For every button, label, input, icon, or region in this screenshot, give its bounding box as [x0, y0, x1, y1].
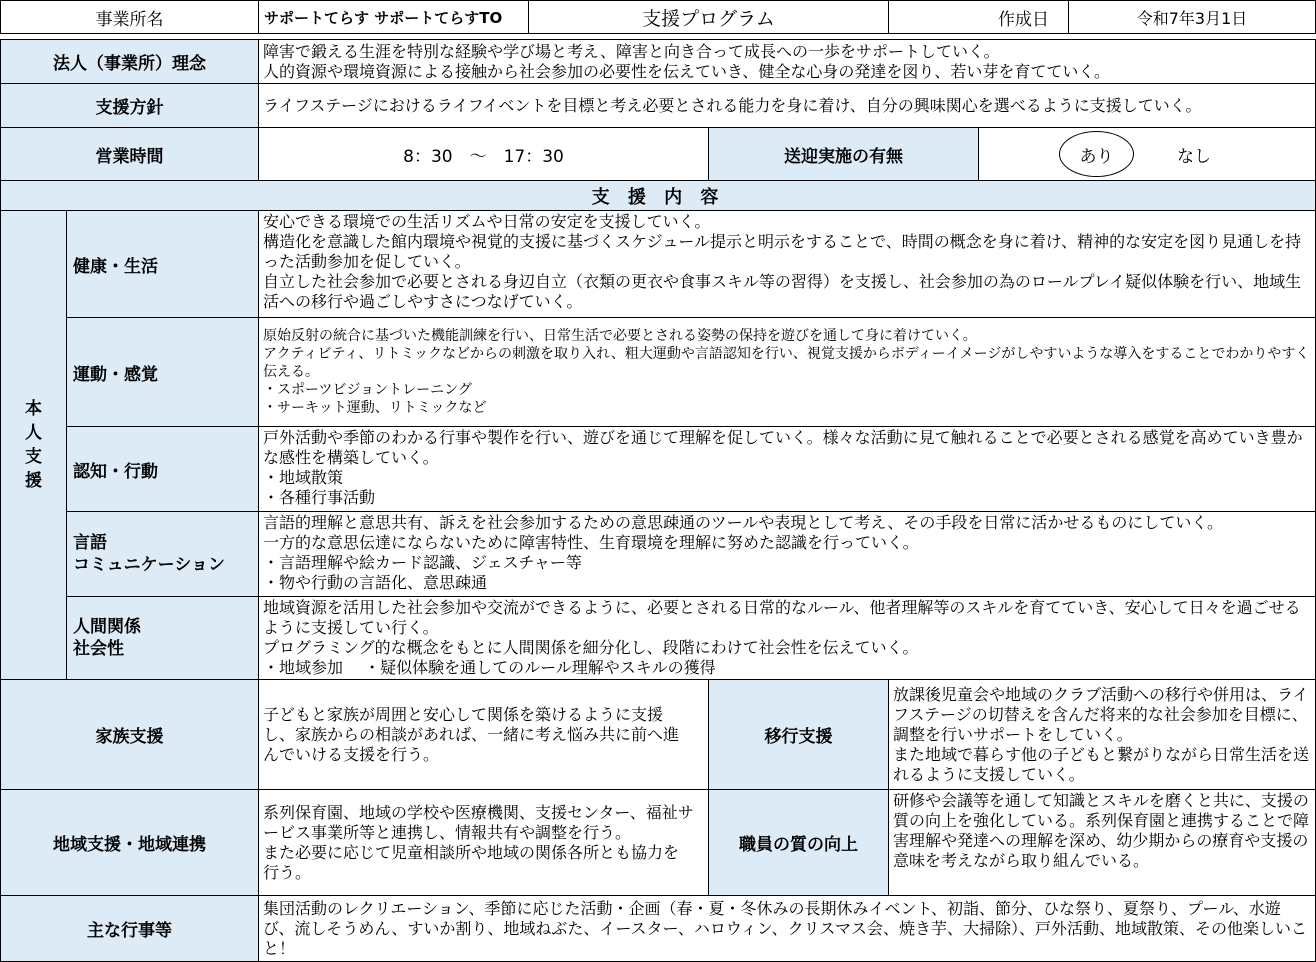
support-row-label: 運動・感覚	[66, 317, 259, 427]
support-row-text: 戸外活動や季節のわかる行事や製作を行い、遊びを通じて理解を促していく。様々な活動に見て触れることで必要とされる感覚を高めていき豊かな感性を構築していく。 ・地域散策 ・各種行事活動	[258, 426, 1316, 512]
support-row-label: 人間関係 社会性	[66, 596, 259, 680]
office-name-value: サポートてらす サポートてらすTO	[258, 0, 529, 34]
transport-label: 送迎実施の有無	[708, 127, 979, 181]
community-support-label: 地域支援・地域連携	[0, 789, 259, 896]
hours-label: 営業時間	[0, 127, 259, 181]
self-support-label: 本 人 支 援	[0, 210, 67, 680]
support-row-label: 健康・生活	[66, 210, 259, 318]
transport-option-no[interactable]: なし	[1177, 146, 1211, 167]
created-date-label: 作成日	[888, 0, 1069, 34]
support-row-text: 地域資源を活用した社会参加や交流ができるように、必要とされる日常的なルール、他者理解等のスキルを育てていき、安心して日々を過ごせるように支援してい行く。 プログラミング的な概念をもとに人間関係を細分化し、段階にわけて社会性を伝えていく。 ・地域参加 ・疑似体験を通してのルール理解やスキルの獲得	[258, 596, 1316, 680]
created-date-value: 令和7年3月1日	[1068, 0, 1316, 34]
support-row-text: 安心できる環境での生活リズムや日常の安定を支援していく。 構造化を意識した館内環境や視覚的支援に基づくスケジュール提示と明示をすることで、時間の概念を身に着け、精神的な安定を図り見通しを持った活動参加を促していく。 自立した社会参加で必要とされる身辺自立（衣類の更衣や食事スキル等の習得）を支援し、社会参加の為のロールプレイ疑似体験を行い、地域生活への移行や過ごしやすさにつなげていく。	[258, 210, 1316, 318]
transition-support-text: 放課後児童会や地域のクラブ活動への移行や併用は、ライフステージの切替えを含んだ将来的な社会参加を目標に、調整を行いサポートをしていく。 また地域で暮らす他の子どもと繋がりながら日常生活を送れるように支援していく。	[888, 679, 1316, 790]
hours-value: 8：30 ～ 17：30	[258, 127, 709, 181]
events-text: 集団活動のレクリエーション、季節に応じた活動・企画（春・夏・冬休みの長期休みイベント、初詣、節分、ひな祭り、夏祭り、プール、水遊び、流しそうめん、すいか割り、地域ねぶた、イースター、ハロウィン、クリスマス会、焼き芋、大掃除）、戸外活動、地域散策、その他楽しいこと！	[258, 895, 1316, 962]
support-row-text: 原始反射の統合に基づいた機能訓練を行い、日常生活で必要とされる姿勢の保持を遊びを通して身に着けていく。 アクティビティ、リトミックなどからの刺激を取り入れ、粗大運動や言語認知を行い、視覚支援からボディーイメージがしやすいような導入をすることでわかりやすく伝える。 ・スポーツビジョントレーニング ・サーキット運動、リトミックなど	[258, 317, 1316, 427]
staff-quality-text: 研修や会議等を通して知識とスキルを磨くと共に、支援の質の向上を強化している。系列保育園と連携することで障害理解や発達への理解を深め、幼少期からの療育や支援の意味を考えながら取り組んでいる。	[888, 789, 1316, 896]
support-content-title: 支 援 内 容	[0, 180, 1316, 211]
policy-label: 支援方針	[0, 83, 259, 128]
community-support-text: 系列保育園、地域の学校や医療機関、支援センター、福祉サービス事業所等と連携し、情報共有や調整を行う。 また必要に応じて児童相談所や地域の関係各所とも協力を行う。	[258, 789, 709, 896]
program-title: 支援プログラム	[528, 0, 889, 34]
office-name-label: 事業所名	[0, 0, 259, 34]
support-row-label: 認知・行動	[66, 426, 259, 512]
transition-support-label: 移行支援	[708, 679, 889, 790]
support-row-label: 言語 コミュニケーション	[66, 511, 259, 597]
staff-quality-label: 職員の質の向上	[708, 789, 889, 896]
events-label: 主な行事等	[0, 895, 259, 962]
philosophy-label: 法人（事業所）理念	[0, 39, 259, 84]
transport-option-yes[interactable]: あり	[1059, 131, 1134, 177]
policy-text: ライフステージにおけるライフイベントを目標と考え必要とされる能力を身に着け、自分の興味関心を選べるように支援していく。	[258, 83, 1316, 128]
support-row-text: 言語的理解と意思共有、訴えを社会参加するための意思疎通のツールや表現として考え、その手段を日常に活かせるものにしていく。 一方的な意思伝達にならないために障害特性、生育環境を理解に努めた認識を行っていく。 ・言語理解や絵カード認識、ジェスチャー等 ・物や行動の言語化、意思疎通	[258, 511, 1316, 597]
family-support-label: 家族支援	[0, 679, 259, 790]
family-support-text: 子どもと家族が周囲と安心して関係を築けるように支援し、家族からの相談があれば、一緒に考え悩み共に前へ進んでいける支援を行う。	[258, 679, 709, 790]
philosophy-text: 障害で鍛える生涯を特別な経験や学び場と考え、障害と向き合って成長への一歩をサポートしていく。 人的資源や環境資源による接触から社会参加の必要性を伝えていき、健全な心身の発達を図り、若い芽を育てていく。	[258, 39, 1316, 84]
transport-options	[978, 127, 1316, 181]
